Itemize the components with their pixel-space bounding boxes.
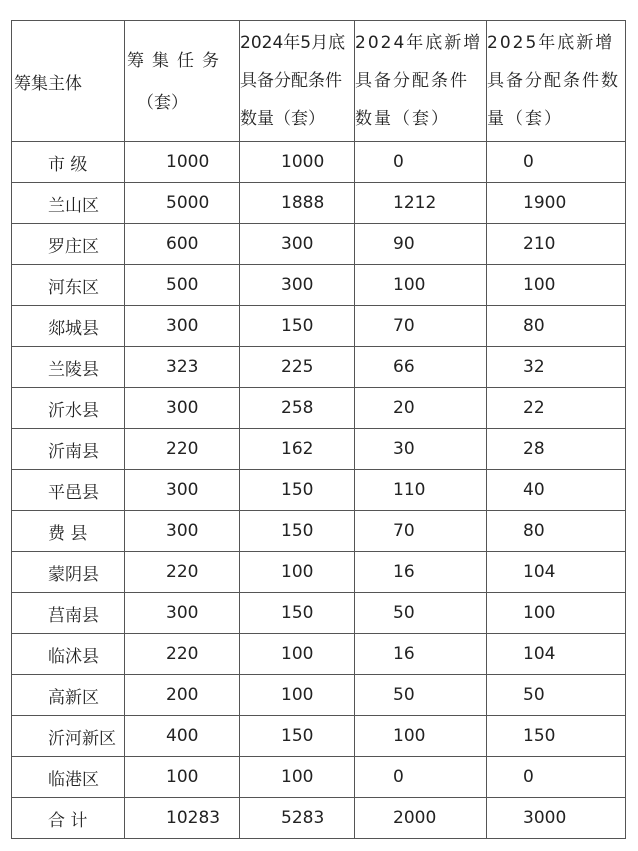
- table-row: [12, 224, 626, 265]
- region-name-cell: 河东区: [12, 265, 125, 306]
- table-row: [12, 306, 626, 347]
- may2024-cell: 162: [240, 429, 355, 470]
- header-task: [125, 21, 240, 142]
- may2024-cell: 300: [240, 265, 355, 306]
- end2025-cell: 210: [487, 224, 626, 265]
- end2025-cell: 28: [487, 429, 626, 470]
- may2024-cell: 150: [240, 716, 355, 757]
- region-name-cell: 沂水县: [12, 388, 125, 429]
- header-task-label: 筹集任务: [127, 51, 227, 71]
- header-may2024: [240, 21, 355, 142]
- region-name-cell: 平邑县: [12, 470, 125, 511]
- header-task-unit: （套）: [137, 93, 188, 113]
- region-name-cell: 蒙阴县: [12, 552, 125, 593]
- table-row: [12, 388, 626, 429]
- end2025-cell: 100: [487, 265, 626, 306]
- region-name-cell: 费 县: [12, 511, 125, 552]
- end2024-cell: 16: [355, 552, 487, 593]
- task-cell: 200: [125, 675, 240, 716]
- end2024-cell: 90: [355, 224, 487, 265]
- header-subject-label: 筹集主体: [14, 73, 82, 94]
- may2024-cell: 100: [240, 552, 355, 593]
- task-cell: 400: [125, 716, 240, 757]
- region-name-cell: 罗庄区: [12, 224, 125, 265]
- table-row: [12, 675, 626, 716]
- may2024-cell: 1000: [240, 142, 355, 183]
- end2025-cell: 50: [487, 675, 626, 716]
- end2025-cell: 0: [487, 757, 626, 798]
- end2025-cell: 80: [487, 511, 626, 552]
- task-cell: 300: [125, 306, 240, 347]
- task-cell: 220: [125, 634, 240, 675]
- task-cell: 323: [125, 347, 240, 388]
- region-name-cell: 兰陵县: [12, 347, 125, 388]
- end2025-cell: 1900: [487, 183, 626, 224]
- table-row: [12, 757, 626, 798]
- end2025-cell: 0: [487, 142, 626, 183]
- may2024-cell: 150: [240, 306, 355, 347]
- may2024-cell: 150: [240, 470, 355, 511]
- end2024-cell: 66: [355, 347, 487, 388]
- region-name-cell: 莒南县: [12, 593, 125, 634]
- region-name-cell: 临港区: [12, 757, 125, 798]
- header-end2025-label: 2025年底新增具备分配条件数量（套）: [487, 33, 620, 129]
- end2024-cell: 110: [355, 470, 487, 511]
- end2024-cell: 20: [355, 388, 487, 429]
- header-end2024: [355, 21, 487, 142]
- table-row: [12, 552, 626, 593]
- task-cell: 300: [125, 593, 240, 634]
- end2025-cell: 3000: [487, 798, 626, 839]
- end2025-cell: 150: [487, 716, 626, 757]
- end2024-cell: 70: [355, 306, 487, 347]
- table-row: [12, 347, 626, 388]
- end2025-cell: 80: [487, 306, 626, 347]
- region-name-cell: 市 级: [12, 142, 125, 183]
- region-name-cell: 郯城县: [12, 306, 125, 347]
- region-name-cell: 高新区: [12, 675, 125, 716]
- may2024-cell: 100: [240, 757, 355, 798]
- table-row: [12, 429, 626, 470]
- table-row: [12, 183, 626, 224]
- end2024-cell: 100: [355, 716, 487, 757]
- header-end2024-label: 2024年底新增具备分配条件数量（套）: [355, 33, 483, 129]
- task-cell: 220: [125, 429, 240, 470]
- may2024-cell: 5283: [240, 798, 355, 839]
- header-row: [12, 21, 626, 142]
- table-row: [12, 265, 626, 306]
- table-row: [12, 634, 626, 675]
- region-name-cell: 兰山区: [12, 183, 125, 224]
- allocation-table: [11, 20, 626, 839]
- table-row: [12, 142, 626, 183]
- table-row: [12, 798, 626, 839]
- may2024-cell: 150: [240, 593, 355, 634]
- end2024-cell: 30: [355, 429, 487, 470]
- header-may2024-label: 2024年5月底具备分配条件数量（套）: [240, 33, 346, 129]
- end2024-cell: 50: [355, 593, 487, 634]
- task-cell: 300: [125, 470, 240, 511]
- table-row: [12, 470, 626, 511]
- may2024-cell: 258: [240, 388, 355, 429]
- may2024-cell: 1888: [240, 183, 355, 224]
- header-end2025: [487, 21, 626, 142]
- end2025-cell: 22: [487, 388, 626, 429]
- end2024-cell: 100: [355, 265, 487, 306]
- end2024-cell: 2000: [355, 798, 487, 839]
- table-row: [12, 593, 626, 634]
- region-name-cell: 临沭县: [12, 634, 125, 675]
- end2025-cell: 104: [487, 634, 626, 675]
- may2024-cell: 300: [240, 224, 355, 265]
- table-row: [12, 716, 626, 757]
- task-cell: 220: [125, 552, 240, 593]
- header-subject: [12, 21, 125, 142]
- task-cell: 300: [125, 388, 240, 429]
- end2024-cell: 50: [355, 675, 487, 716]
- end2025-cell: 40: [487, 470, 626, 511]
- end2024-cell: 70: [355, 511, 487, 552]
- end2024-cell: 16: [355, 634, 487, 675]
- task-cell: 1000: [125, 142, 240, 183]
- region-name-cell: 沂河新区: [12, 716, 125, 757]
- end2025-cell: 104: [487, 552, 626, 593]
- end2025-cell: 100: [487, 593, 626, 634]
- end2024-cell: 0: [355, 757, 487, 798]
- may2024-cell: 150: [240, 511, 355, 552]
- table-row: [12, 511, 626, 552]
- task-cell: 5000: [125, 183, 240, 224]
- may2024-cell: 100: [240, 634, 355, 675]
- may2024-cell: 225: [240, 347, 355, 388]
- end2024-cell: 0: [355, 142, 487, 183]
- end2025-cell: 32: [487, 347, 626, 388]
- region-name-cell: 沂南县: [12, 429, 125, 470]
- task-cell: 100: [125, 757, 240, 798]
- end2024-cell: 1212: [355, 183, 487, 224]
- task-cell: 500: [125, 265, 240, 306]
- region-name-cell: 合 计: [12, 798, 125, 839]
- task-cell: 600: [125, 224, 240, 265]
- may2024-cell: 100: [240, 675, 355, 716]
- task-cell: 300: [125, 511, 240, 552]
- task-cell: 10283: [125, 798, 240, 839]
